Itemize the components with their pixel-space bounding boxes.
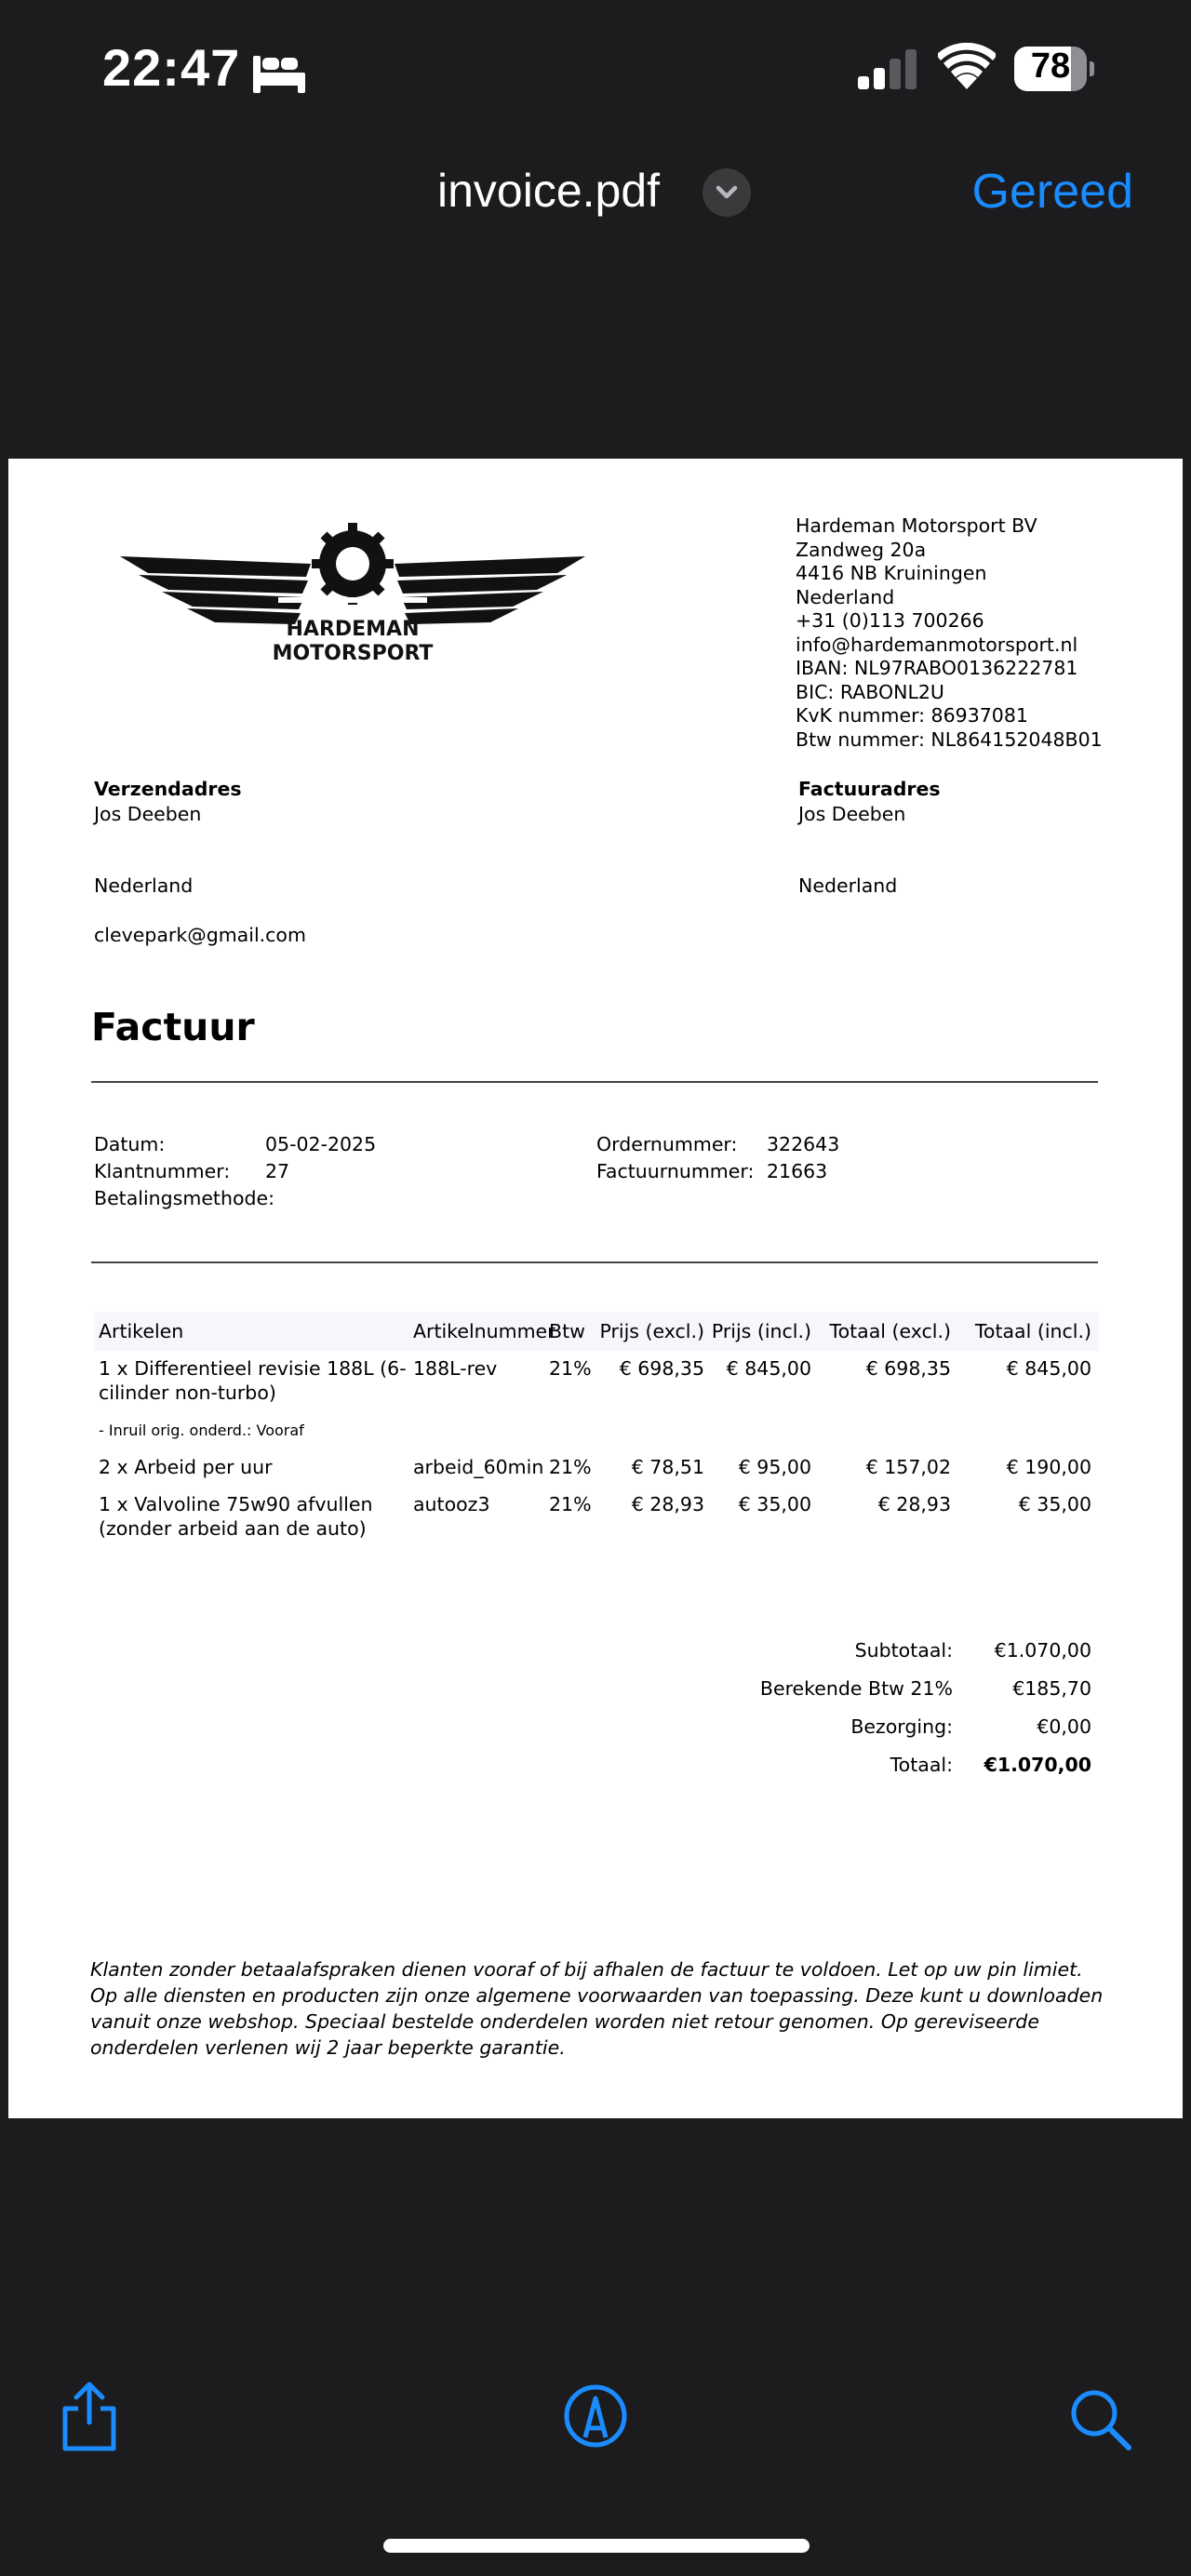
company-country: Nederland [796, 585, 895, 608]
item-price-incl: € 35,00 [738, 1493, 811, 1515]
column-header-price-incl: Prijs (incl.) [711, 1320, 811, 1342]
invoice-title: Factuur [91, 1005, 255, 1049]
vat-total-value: €185,70 [1012, 1677, 1091, 1700]
home-indicator[interactable] [383, 2539, 810, 2553]
item-description: 1 x Valvoline 75w90 afvullen [99, 1493, 373, 1515]
customer-number-label: Klantnummer: [94, 1160, 231, 1182]
item-vat: 21% [549, 1456, 592, 1478]
search-icon[interactable] [1067, 2386, 1132, 2451]
item-total-incl: € 35,00 [1018, 1493, 1091, 1515]
item-price-incl: € 95,00 [738, 1456, 811, 1478]
status-time: 22:47 [102, 38, 241, 97]
item-vat: 21% [549, 1493, 592, 1515]
subtotal-label: Subtotaal: [854, 1639, 953, 1662]
date-label: Datum: [94, 1133, 166, 1155]
column-header-articles: Artikelen [99, 1320, 184, 1342]
payment-method-label: Betalingsmethode: [94, 1187, 275, 1209]
company-email[interactable]: info@hardemanmotorsport.nl [796, 633, 1078, 656]
company-kvk: KvK nummer: 86937081 [796, 704, 1028, 727]
company-logo [111, 519, 595, 673]
table-row [94, 1492, 1099, 1544]
item-price-incl: € 845,00 [726, 1357, 811, 1380]
title-menu-button[interactable] [703, 168, 751, 217]
company-phone[interactable]: +31 (0)113 700266 [796, 609, 984, 632]
logo-text-line-2: MOTORSPORT [272, 642, 434, 665]
shipping-name: Jos Deeben [94, 803, 202, 825]
item-sku: autooz3 [413, 1493, 490, 1515]
chevron-down-icon [703, 168, 751, 217]
column-header-total-incl: Totaal (incl.) [974, 1320, 1091, 1342]
invoice-number-label: Factuurnummer: [596, 1160, 755, 1182]
shipping-cost-value: €0,00 [1037, 1715, 1091, 1738]
done-button[interactable]: Gereed [971, 165, 1133, 219]
terms-note: Klanten zonder betaalafspraken dienen vooraf of bij afhalen de factuur te voldoen. Let op uw pin limiet. Op alle diensten en producten zijn onze algemene voorwaarden van toepassing. Deze kunt u downloaden vanuit onze webshop. Speciaal bestelde onderdelen worden niet retour genomen. Op gereviseerde onderdelen verlenen wij 2 jaar beperkte garantie. [90, 1958, 1104, 2059]
logo-text-line-1: HARDEMAN [286, 618, 420, 641]
divider [91, 1261, 1098, 1263]
item-total-excl: € 157,02 [865, 1456, 951, 1478]
battery-tip [1090, 61, 1094, 76]
column-header-price-excl: Prijs (excl.) [599, 1320, 704, 1342]
item-total-excl: € 698,35 [865, 1357, 951, 1380]
order-number-label: Ordernummer: [596, 1133, 738, 1155]
shipping-cost-label: Bezorging: [850, 1715, 953, 1738]
company-postal-city: 4416 NB Kruiningen [796, 562, 987, 584]
document-title[interactable]: invoice.pdf [437, 165, 661, 217]
divider [91, 1081, 1098, 1083]
item-description: 2 x Arbeid per uur [99, 1456, 273, 1478]
billing-heading: Factuuradres [798, 778, 941, 800]
pdf-page [8, 459, 1183, 2118]
column-header-sku: Artikelnummer [413, 1320, 555, 1342]
company-address [796, 514, 1103, 752]
grand-total-label: Totaal: [890, 1754, 953, 1776]
column-header-total-excl: Totaal (excl.) [829, 1320, 951, 1342]
date-value: 05-02-2025 [265, 1133, 377, 1155]
item-description-line-2: cilinder non-turbo) [99, 1381, 276, 1404]
table-row [94, 1356, 1099, 1408]
sleep-focus-icon [251, 48, 307, 95]
table-row-note [94, 1419, 1099, 1441]
cellular-signal-icon [856, 48, 921, 91]
invoice-number-value: 21663 [767, 1160, 828, 1182]
items-table-header [94, 1312, 1099, 1351]
battery-percentage: 78 [1030, 47, 1071, 86]
billing-country: Nederland [798, 874, 898, 897]
billing-name: Jos Deeben [798, 803, 906, 825]
subtotal-value: €1.070,00 [994, 1639, 1091, 1662]
shipping-heading: Verzendadres [94, 778, 242, 800]
table-row [94, 1455, 1099, 1481]
item-price-excl: € 28,93 [631, 1493, 704, 1515]
item-description: 1 x Differentieel revisie 188L (6- [99, 1357, 407, 1380]
company-vat-number: Btw nummer: NL864152048B01 [796, 727, 1103, 751]
item-total-excl: € 28,93 [877, 1493, 951, 1515]
column-header-vat: Btw [549, 1320, 585, 1342]
vat-total-label: Berekende Btw 21% [759, 1677, 953, 1700]
shipping-country: Nederland [94, 874, 194, 897]
item-price-excl: € 78,51 [631, 1456, 704, 1478]
battery-indicator [1014, 47, 1094, 91]
item-sku: arbeid_60min [413, 1456, 544, 1478]
item-price-excl: € 698,35 [619, 1357, 704, 1380]
markup-icon[interactable] [563, 2383, 628, 2449]
shipping-email[interactable]: clevepark@gmail.com [94, 924, 306, 946]
battery-body [1014, 47, 1087, 91]
item-total-incl: € 845,00 [1006, 1357, 1091, 1380]
grand-total-value: €1.070,00 [984, 1754, 1091, 1776]
customer-number-value: 27 [265, 1160, 290, 1182]
company-bic: BIC: RABONL2U [796, 680, 944, 703]
company-name: Hardeman Motorsport BV [796, 514, 1037, 537]
item-sku: 188L-rev [413, 1357, 498, 1380]
item-description-line-2: (zonder arbeid aan de auto) [99, 1517, 367, 1540]
item-total-incl: € 190,00 [1006, 1456, 1091, 1478]
order-number-value: 322643 [767, 1133, 840, 1155]
item-vat: 21% [549, 1357, 592, 1380]
company-iban: IBAN: NL97RABO0136222781 [796, 657, 1078, 679]
item-note: - Inruil orig. onderd.: Vooraf [99, 1421, 304, 1439]
company-street: Zandweg 20a [796, 538, 927, 561]
share-icon[interactable] [56, 2380, 123, 2454]
wifi-icon [938, 43, 996, 91]
